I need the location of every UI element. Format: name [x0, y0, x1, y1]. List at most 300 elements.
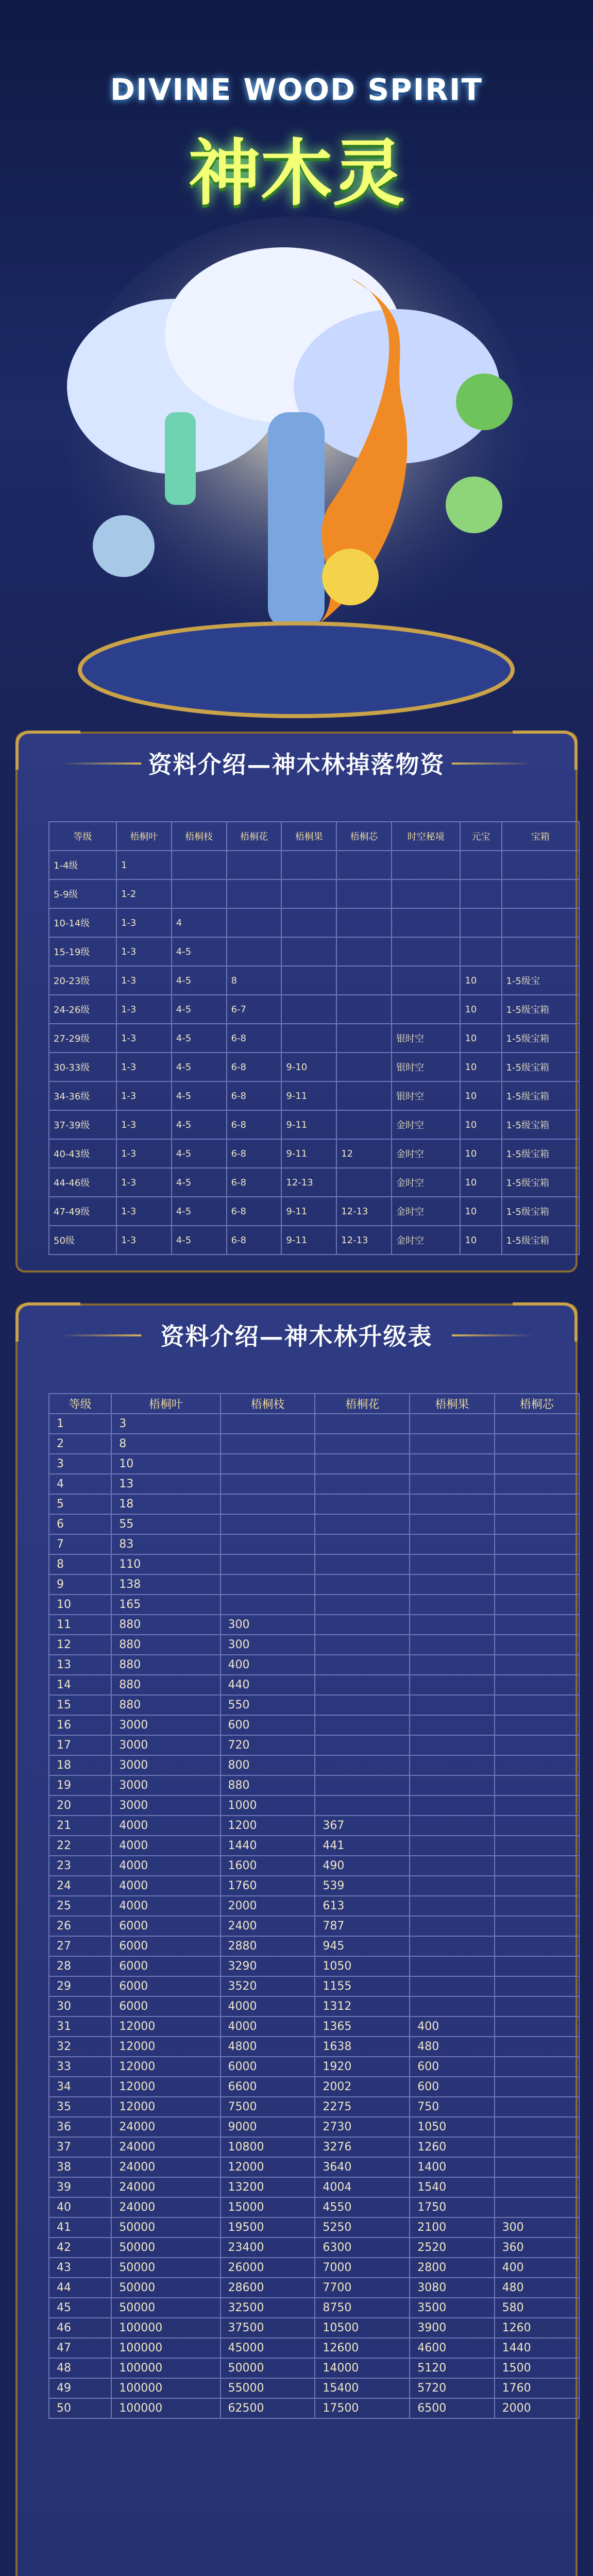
table-cell	[410, 1775, 494, 1795]
table-cell	[392, 937, 460, 966]
table-cell: 50000	[221, 2358, 315, 2378]
table-cell: 3	[49, 1454, 111, 1474]
table-cell: 1050	[410, 2117, 494, 2137]
table-cell: 10	[460, 1081, 501, 1110]
table-cell: 39	[49, 2177, 111, 2197]
table-cell: 6-8	[227, 1197, 282, 1226]
table-cell: 13	[49, 1655, 111, 1675]
table-cell	[410, 1876, 494, 1896]
table-cell: 4-5	[172, 1226, 227, 1255]
table-cell: 10-14级	[49, 908, 116, 937]
table-cell	[336, 1168, 392, 1197]
table-cell: 4-5	[172, 1168, 227, 1197]
table-cell: 1750	[410, 2197, 494, 2217]
column-header: 梧桐叶	[111, 1394, 220, 1414]
table-cell	[336, 1081, 392, 1110]
table-cell: 4000	[111, 1816, 220, 1836]
table-row	[49, 1414, 579, 1434]
table-cell: 3520	[221, 1976, 315, 1996]
table-cell	[281, 937, 336, 966]
table-cell	[281, 851, 336, 879]
table-cell: 10500	[315, 2318, 410, 2338]
table-cell	[221, 1454, 315, 1474]
table-cell	[502, 937, 579, 966]
table-cell	[336, 1024, 392, 1053]
table-cell: 5120	[410, 2358, 494, 2378]
table-row	[49, 2177, 579, 2197]
table-cell: 13	[111, 1474, 220, 1494]
table-row	[49, 2057, 579, 2077]
table-cell: 45000	[221, 2338, 315, 2358]
table-cell: 10	[460, 1110, 501, 1139]
table-cell	[315, 1615, 410, 1635]
table-cell: 5	[49, 1494, 111, 1514]
table-cell: 4-5	[172, 937, 227, 966]
table-row	[49, 2137, 579, 2157]
table-cell: 6000	[111, 1936, 220, 1956]
table-cell	[495, 1715, 579, 1735]
table-cell: 6000	[221, 2057, 315, 2077]
table-row	[49, 2016, 579, 2037]
table-cell: 1760	[495, 2378, 579, 2398]
table-cell: 4004	[315, 2177, 410, 2197]
table-cell	[315, 1574, 410, 1595]
table-row	[49, 1554, 579, 1574]
table-row	[49, 908, 579, 937]
table-cell: 34	[49, 2077, 111, 2097]
table-cell: 12000	[111, 2016, 220, 2037]
table-cell: 1	[116, 851, 172, 879]
table-cell	[392, 966, 460, 995]
table-row	[49, 1956, 579, 1976]
table-cell	[315, 1655, 410, 1675]
table-cell	[221, 1534, 315, 1554]
table-cell: 110	[111, 1554, 220, 1574]
table-cell: 10	[460, 1226, 501, 1255]
table-row	[49, 1735, 579, 1755]
table-row	[49, 1715, 579, 1735]
table-cell: 55	[111, 1514, 220, 1534]
table-cell	[410, 1996, 494, 2016]
table-cell: 46	[49, 2318, 111, 2338]
table-cell	[410, 1574, 494, 1595]
table-row	[49, 1474, 579, 1494]
cabbage-left-icon	[93, 515, 155, 577]
table-cell: 4600	[410, 2338, 494, 2358]
table-cell	[495, 1836, 579, 1856]
table-cell: 1-3	[116, 1024, 172, 1053]
table-cell: 30-33级	[49, 1053, 116, 1081]
table-cell: 100000	[111, 2338, 220, 2358]
table-cell: 48	[49, 2358, 111, 2378]
table-cell	[502, 879, 579, 908]
table-row	[49, 1996, 579, 2016]
table-cell: 45	[49, 2298, 111, 2318]
table-cell: 613	[315, 1896, 410, 1916]
table-row	[49, 1635, 579, 1655]
table-cell	[221, 1414, 315, 1434]
table-cell	[410, 1414, 494, 1434]
table-cell: 8	[111, 1434, 220, 1454]
column-header: 梧桐花	[227, 822, 282, 851]
table-row	[49, 1226, 579, 1255]
table-cell	[410, 1474, 494, 1494]
table-cell: 43	[49, 2258, 111, 2278]
table-cell: 1-5级宝箱	[502, 1168, 579, 1197]
table-row	[49, 1856, 579, 1876]
table-cell: 17500	[315, 2398, 410, 2418]
table-cell: 10	[460, 995, 501, 1024]
table-cell: 3290	[221, 1956, 315, 1976]
panel-title: 资料介绍—神木林升级表	[48, 1317, 545, 1356]
table-row	[49, 1534, 579, 1554]
table-cell	[410, 1795, 494, 1816]
table-cell: 6000	[111, 1976, 220, 1996]
table-cell: 1500	[495, 2358, 579, 2378]
table-row	[49, 879, 579, 908]
table-cell: 12000	[221, 2157, 315, 2177]
table-cell	[495, 1655, 579, 1675]
table-cell	[392, 879, 460, 908]
table-cell	[460, 908, 501, 937]
table-row	[49, 1775, 579, 1795]
table-cell: 42	[49, 2238, 111, 2258]
table-row	[49, 2097, 579, 2117]
table-cell: 1312	[315, 1996, 410, 2016]
table-cell: 6600	[221, 2077, 315, 2097]
table-cell: 4-5	[172, 1081, 227, 1110]
table-cell: 50级	[49, 1226, 116, 1255]
table-cell	[172, 851, 227, 879]
table-cell	[495, 1976, 579, 1996]
table-cell	[221, 1595, 315, 1615]
table-cell: 12000	[111, 2057, 220, 2077]
table-cell: 3000	[111, 1775, 220, 1795]
table-cell	[410, 1735, 494, 1755]
column-header: 梧桐枝	[172, 822, 227, 851]
table-row	[49, 2338, 579, 2358]
table-cell	[410, 1936, 494, 1956]
table-cell: 26	[49, 1916, 111, 1936]
table-cell: 3000	[111, 1795, 220, 1816]
table-row	[49, 2258, 579, 2278]
table-cell: 7000	[315, 2258, 410, 2278]
table-cell	[315, 1595, 410, 1615]
table-cell: 8	[227, 966, 282, 995]
table-cell: 4-5	[172, 1053, 227, 1081]
table-cell: 银时空	[392, 1053, 460, 1081]
table-cell: 7500	[221, 2097, 315, 2117]
table-cell: 33	[49, 2057, 111, 2077]
table-cell: 440	[221, 1675, 315, 1695]
table-cell: 2400	[221, 1916, 315, 1936]
table-cell	[410, 1434, 494, 1454]
table-cell: 47	[49, 2338, 111, 2358]
table-cell	[336, 851, 392, 879]
table-cell	[410, 1755, 494, 1775]
table-cell: 27	[49, 1936, 111, 1956]
table-cell	[410, 1454, 494, 1474]
table-cell: 6-8	[227, 1024, 282, 1053]
table-cell: 10	[460, 1139, 501, 1168]
table-cell	[495, 1755, 579, 1775]
table-cell: 9-11	[281, 1139, 336, 1168]
table-cell: 15000	[221, 2197, 315, 2217]
table-cell	[172, 879, 227, 908]
table-cell: 24000	[111, 2137, 220, 2157]
table-cell: 23	[49, 1856, 111, 1876]
table-cell: 1-3	[116, 908, 172, 937]
table-row	[49, 1168, 579, 1197]
table-row	[49, 1024, 579, 1053]
table-cell: 787	[315, 1916, 410, 1936]
table-cell	[315, 1474, 410, 1494]
table-cell	[495, 1494, 579, 1514]
table-cell: 37500	[221, 2318, 315, 2338]
table-cell: 2000	[221, 1896, 315, 1916]
table-row	[49, 2318, 579, 2338]
table-cell	[410, 1514, 494, 1534]
table-cell	[336, 937, 392, 966]
table-cell: 9-11	[281, 1110, 336, 1139]
table-cell: 12-13	[336, 1197, 392, 1226]
table-cell: 28	[49, 1956, 111, 1976]
cabbage-right-bottom-icon	[446, 477, 502, 533]
table-cell: 300	[221, 1635, 315, 1655]
table-cell: 6	[49, 1514, 111, 1534]
table-cell: 9-11	[281, 1197, 336, 1226]
table-cell	[495, 1775, 579, 1795]
table-cell: 23400	[221, 2238, 315, 2258]
table-row	[49, 1615, 579, 1635]
table-cell: 5250	[315, 2217, 410, 2238]
table-cell: 490	[315, 1856, 410, 1876]
table-cell: 2730	[315, 2117, 410, 2137]
cabbage-right-top-icon	[456, 374, 513, 430]
table-row	[49, 1675, 579, 1695]
hero-banner	[0, 0, 593, 747]
column-header: 梧桐果	[281, 822, 336, 851]
table-cell: 1000	[221, 1795, 315, 1816]
table-cell: 50000	[111, 2278, 220, 2298]
table-cell	[315, 1775, 410, 1795]
table-cell: 1	[49, 1414, 111, 1434]
table-cell: 2100	[410, 2217, 494, 2238]
table-cell	[495, 1856, 579, 1876]
table-cell	[495, 2077, 579, 2097]
table-cell	[460, 879, 501, 908]
column-header: 宝箱	[502, 822, 579, 851]
table-cell: 1638	[315, 2037, 410, 2057]
table-cell: 49	[49, 2378, 111, 2398]
table-row	[49, 1795, 579, 1816]
table-cell: 6-8	[227, 1110, 282, 1139]
table-cell: 32	[49, 2037, 111, 2057]
column-header: 梧桐叶	[116, 822, 172, 851]
table-cell: 15400	[315, 2378, 410, 2398]
table-cell	[315, 1494, 410, 1514]
table-cell: 165	[111, 1595, 220, 1615]
table-cell: 2880	[221, 1936, 315, 1956]
table-cell	[315, 1735, 410, 1755]
table-row	[49, 2378, 579, 2398]
table-row	[49, 1454, 579, 1474]
table-cell: 1-5级宝箱	[502, 995, 579, 1024]
table-cell	[392, 851, 460, 879]
table-cell: 1200	[221, 1816, 315, 1836]
table-cell: 8750	[315, 2298, 410, 2318]
table-cell: 400	[495, 2258, 579, 2278]
table-cell: 2275	[315, 2097, 410, 2117]
table-cell	[315, 1795, 410, 1816]
table-cell	[460, 851, 501, 879]
table-cell: 880	[111, 1615, 220, 1635]
table-cell: 10	[111, 1454, 220, 1474]
table-cell: 10800	[221, 2137, 315, 2157]
table-cell	[315, 1554, 410, 1574]
table-cell: 1-5级宝箱	[502, 1226, 579, 1255]
table-cell	[410, 1856, 494, 1876]
table-cell: 1440	[495, 2338, 579, 2358]
table-cell: 9000	[221, 2117, 315, 2137]
table-cell	[410, 1595, 494, 1615]
table-cell: 3000	[111, 1735, 220, 1755]
drop-table-panel	[15, 732, 578, 1273]
table-cell: 41	[49, 2217, 111, 2238]
table-cell: 1155	[315, 1976, 410, 1996]
drop-table	[48, 821, 580, 1255]
table-cell	[336, 1110, 392, 1139]
table-cell	[410, 1494, 494, 1514]
table-cell: 4000	[111, 1896, 220, 1916]
table-cell: 16	[49, 1715, 111, 1735]
table-cell	[495, 1936, 579, 1956]
table-cell: 1-4级	[49, 851, 116, 879]
table-cell: 4000	[221, 2016, 315, 2037]
table-row	[49, 1514, 579, 1534]
table-cell	[495, 1695, 579, 1715]
table-cell	[495, 1896, 579, 1916]
table-cell: 15-19级	[49, 937, 116, 966]
table-cell: 1-5级宝箱	[502, 1197, 579, 1226]
table-cell: 37	[49, 2137, 111, 2157]
table-cell	[221, 1514, 315, 1534]
table-cell: 5-9级	[49, 879, 116, 908]
table-cell: 2800	[410, 2258, 494, 2278]
column-header: 时空秘境	[392, 822, 460, 851]
divine-tree-illustration	[62, 216, 531, 732]
table-row	[49, 966, 579, 995]
table-cell: 50000	[111, 2217, 220, 2238]
table-cell: 4000	[111, 1876, 220, 1896]
table-cell: 367	[315, 1816, 410, 1836]
table-row	[49, 1695, 579, 1715]
table-row	[49, 2217, 579, 2238]
table-cell: 880	[111, 1675, 220, 1695]
table-cell: 3	[111, 1414, 220, 1434]
table-cell: 5720	[410, 2378, 494, 2398]
table-cell: 441	[315, 1836, 410, 1856]
table-cell: 36	[49, 2117, 111, 2137]
table-cell: 4000	[111, 1856, 220, 1876]
table-cell: 6300	[315, 2238, 410, 2258]
table-row	[49, 2398, 579, 2418]
column-header: 梧桐枝	[221, 1394, 315, 1414]
table-cell: 539	[315, 1876, 410, 1896]
table-cell: 4	[172, 908, 227, 937]
table-cell: 4800	[221, 2037, 315, 2057]
table-cell	[495, 2097, 579, 2117]
table-cell: 1-3	[116, 1197, 172, 1226]
table-cell: 10	[460, 1197, 501, 1226]
table-cell: 13200	[221, 2177, 315, 2197]
table-cell: 1760	[221, 1876, 315, 1896]
table-cell: 10	[460, 966, 501, 995]
table-row	[49, 937, 579, 966]
table-cell	[315, 1695, 410, 1715]
table-row	[49, 2077, 579, 2097]
table-cell: 400	[410, 2016, 494, 2037]
table-cell: 1-3	[116, 1110, 172, 1139]
table-cell	[410, 1635, 494, 1655]
table-cell	[221, 1494, 315, 1514]
table-cell	[392, 995, 460, 1024]
table-cell	[336, 995, 392, 1024]
table-cell: 20	[49, 1795, 111, 1816]
table-cell: 1-5级宝箱	[502, 1139, 579, 1168]
table-cell: 27-29级	[49, 1024, 116, 1053]
table-cell: 38	[49, 2157, 111, 2177]
table-cell	[495, 1996, 579, 2016]
table-cell	[502, 851, 579, 879]
table-cell: 1-3	[116, 1081, 172, 1110]
table-cell: 4-5	[172, 1110, 227, 1139]
table-cell	[410, 1956, 494, 1976]
table-cell	[495, 2057, 579, 2077]
table-cell: 9-11	[281, 1226, 336, 1255]
table-row	[49, 2197, 579, 2217]
table-cell: 4-5	[172, 1197, 227, 1226]
table-cell: 1-3	[116, 995, 172, 1024]
table-cell: 26000	[221, 2258, 315, 2278]
table-cell: 100000	[111, 2318, 220, 2338]
upgrade-table	[48, 1393, 580, 2419]
table-cell: 14	[49, 1675, 111, 1695]
table-cell: 1-5级宝箱	[502, 1110, 579, 1139]
table-cell: 1-3	[116, 966, 172, 995]
table-cell: 100000	[111, 2358, 220, 2378]
table-cell: 100000	[111, 2398, 220, 2418]
table-cell	[315, 1434, 410, 1454]
table-cell: 12600	[315, 2338, 410, 2358]
table-cell: 17	[49, 1735, 111, 1755]
table-cell: 4-5	[172, 1024, 227, 1053]
table-cell: 6-8	[227, 1081, 282, 1110]
table-cell	[336, 879, 392, 908]
table-cell: 3000	[111, 1715, 220, 1735]
table-cell	[336, 1053, 392, 1081]
table-row	[49, 1053, 579, 1081]
table-cell	[410, 1615, 494, 1635]
table-cell: 12	[49, 1635, 111, 1655]
table-cell: 3276	[315, 2137, 410, 2157]
table-cell: 22	[49, 1836, 111, 1856]
column-header: 梧桐芯	[336, 822, 392, 851]
table-row	[49, 1876, 579, 1896]
table-cell: 550	[221, 1695, 315, 1715]
table-cell	[495, 2016, 579, 2037]
table-cell: 40	[49, 2197, 111, 2217]
